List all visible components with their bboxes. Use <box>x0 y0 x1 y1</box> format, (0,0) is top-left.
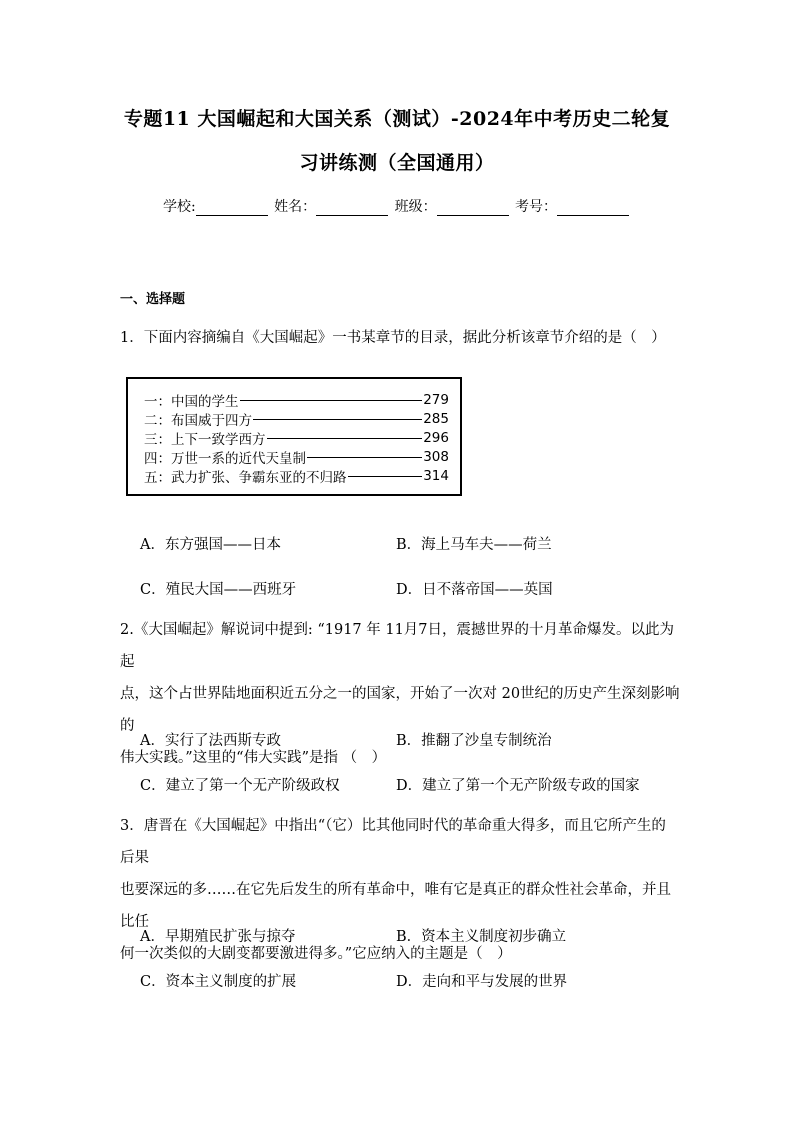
question-1-stem <box>120 322 680 354</box>
question-1-option-a[interactable]: A．东方强国——日本 <box>140 537 281 553</box>
toc-page: 314 <box>423 467 449 484</box>
document-title-line-1: 专题11 大国崛起和大国关系（测试）-2024年中考历史二轮复 <box>123 108 671 130</box>
toc-label: 一：中国的学生 <box>144 393 239 410</box>
question-2-stem-line: 点，这个占世界陆地面积近五分之一的国家，开始了一次对 20世纪的历史产生深刻影响的 <box>120 686 680 734</box>
question-1-option-d[interactable]: D．日不落帝国——英国 <box>396 582 553 598</box>
table-of-contents-box <box>126 377 462 496</box>
toc-label: 四：万世一系的近代天皇制 <box>144 450 306 467</box>
toc-leader-line <box>348 476 423 477</box>
toc-page: 296 <box>423 429 449 446</box>
question-2-stem-line: 2.《大国崛起》解说词中提到: “1917 年 11月7日，震撼世界的十月革命爆发。以此为起 <box>120 622 675 670</box>
question-3-option-b[interactable]: B．资本主义制度初步确立 <box>396 929 567 945</box>
question-3-option-a[interactable]: A．早期殖民扩张与掠夺 <box>140 929 296 945</box>
question-2-option-d[interactable]: D．建立了第一个无产阶级专政的国家 <box>396 778 640 794</box>
school-blank[interactable] <box>196 201 268 216</box>
question-3-stem <box>120 810 680 970</box>
exam-number-label: 考号： <box>515 199 558 215</box>
toc-page: 308 <box>423 448 449 465</box>
toc-row <box>144 466 449 485</box>
question-2-option-b[interactable]: B．推翻了沙皇专制统治 <box>396 733 552 749</box>
name-label: 姓名： <box>274 199 317 215</box>
section-title: 一、选择题 <box>120 292 186 307</box>
name-blank[interactable] <box>316 201 388 216</box>
question-3-stem-line: 何一次类似的大剧变都要激进得多。”它应纳入的主题是（ ） <box>120 946 512 962</box>
toc-label: 二：布国威于四方 <box>144 412 252 429</box>
question-3-stem-line: 3．唐晋在《大国崛起》中指出“（它）比其他同时代的革命重大得多，而且它所产生的后果 <box>120 818 666 866</box>
toc-leader-line <box>267 438 423 439</box>
school-label: 学校: <box>162 199 196 215</box>
toc-page: 285 <box>423 410 449 427</box>
document-title-line-2: 习讲练测（全国通用） <box>299 152 495 174</box>
question-2-stem-line: 伟大实践。”这里的“伟大实践”是指 （ ） <box>120 750 387 766</box>
toc-leader-line <box>253 419 422 420</box>
question-3-option-c[interactable]: C．资本主义制度的扩展 <box>140 974 297 990</box>
toc-page: 279 <box>423 391 449 408</box>
question-3-stem-line: 也要深远的多……在它先后发生的所有革命中，唯有它是真正的群众性社会革命，并且比任 <box>120 882 671 930</box>
toc-row <box>144 428 449 447</box>
toc-leader-line <box>307 457 422 458</box>
class-blank[interactable] <box>437 201 509 216</box>
question-2-stem <box>120 614 680 774</box>
question-2-option-c[interactable]: C．建立了第一个无产阶级政权 <box>140 778 340 794</box>
exam-number-blank[interactable] <box>557 201 629 216</box>
question-1-option-c[interactable]: C．殖民大国——西班牙 <box>140 582 297 598</box>
student-info-row <box>0 196 794 216</box>
toc-leader-line <box>240 400 423 401</box>
toc-label: 五：武力扩张、争霸东亚的不归路 <box>144 469 347 486</box>
toc-row <box>144 447 449 466</box>
class-label: 班级： <box>394 199 437 215</box>
question-1-option-b[interactable]: B．海上马车夫——荷兰 <box>396 537 552 553</box>
question-3-option-d[interactable]: D．走向和平与发展的世界 <box>396 974 568 990</box>
toc-label: 三：上下一致学西方 <box>144 431 266 448</box>
question-2-option-a[interactable]: A．实行了法西斯专政 <box>140 733 281 749</box>
toc-row <box>144 409 449 428</box>
question-1-stem-line: 1．下面内容摘编自《大国崛起》一书某章节的目录，据此分析该章节介绍的是（ ） <box>120 330 666 346</box>
toc-row <box>144 390 449 409</box>
